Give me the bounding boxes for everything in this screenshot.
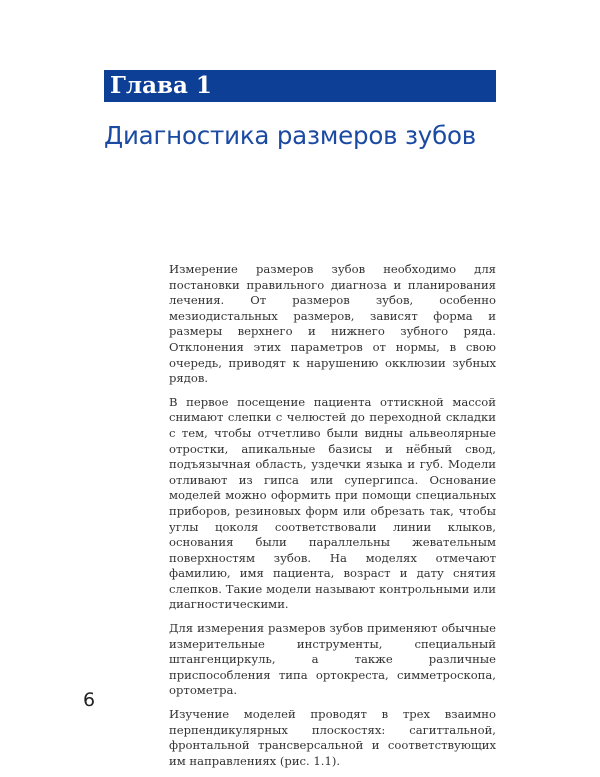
- chapter-heading-bar: [104, 70, 496, 102]
- paragraph: Для измерения размеров зубов применяют обычные измерительные инструменты, специальный штангенциркуль, а также различные приспособления типа ортокреста, симметроскопа, ортометра.: [169, 621, 496, 698]
- paragraph: Измерение размеров зубов необходимо для постановки правильного диагноза и планирования лечения. От размеров зубов, особенно мезиодистальных размеров, зависят форма и размеры верхнего и нижнего зубного ряда. Отклонения этих параметров от нормы, в свою очередь, приводят к нарушению окклюзии зубных рядов.: [169, 262, 496, 386]
- page-number: 6: [83, 689, 96, 711]
- body-text: [169, 262, 496, 777]
- chapter-title: Диагностика размеров зубов: [104, 121, 477, 150]
- paragraph: Изучение моделей проводят в трех взаимно перпендикулярных плоскостях: сагиттальной, фронтальной трансверсальной и соответствующих им направлениях (рис. 1.1).: [169, 707, 496, 768]
- paragraph: В первое посещение пациента оттискной массой снимают слепки с челюстей до переходной складки с тем, чтобы отчетливо были видны альвеолярные отростки, апикальные базисы и нёбный свод, подъязычная область, уздечки языка и губ. Модели отливают из гипса или супергипса. Основание моделей можно оформить при помощи специальных приборов, резиновых форм или обрезать так, чтобы углы цоколя соответствовали линии клыков, основания были параллельны жевательным поверхностям зубов. На моделях отмечают фамилию, имя пациента, возраст и дату снятия слепков. Такие модели называют контрольными или диагностическими.: [169, 394, 496, 612]
- chapter-label: Глава 1: [110, 72, 212, 99]
